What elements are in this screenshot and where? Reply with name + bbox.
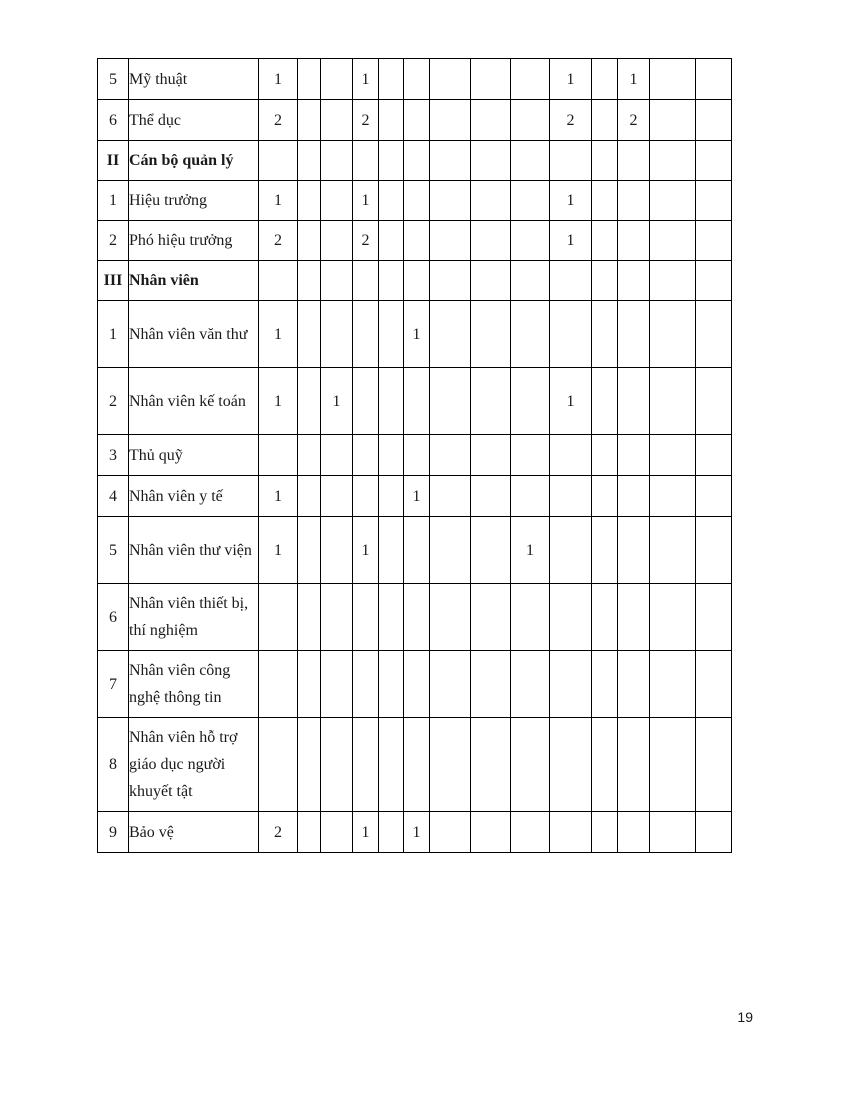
page-number: 19 [737, 1009, 753, 1025]
value-cell [511, 301, 550, 368]
value-cell [259, 584, 298, 651]
value-cell [404, 181, 430, 221]
table-row [98, 812, 732, 853]
value-cell [592, 301, 618, 368]
staff-table [97, 58, 732, 853]
value-cell [404, 718, 430, 812]
value-cell [650, 435, 696, 476]
value-cell [298, 221, 321, 261]
row-number-cell: 6 [98, 584, 129, 651]
value-cell [353, 301, 379, 368]
value-cell [321, 718, 353, 812]
table-row [98, 718, 732, 812]
value-cell [430, 584, 471, 651]
value-cell [471, 476, 511, 517]
row-name-cell: Nhân viên [129, 261, 259, 301]
table-row [98, 651, 732, 718]
value-cell [430, 368, 471, 435]
value-cell [321, 59, 353, 100]
value-cell [592, 584, 618, 651]
row-name-cell: Nhân viên hỗ trợ giáo dục người khuyết tật [129, 718, 259, 812]
value-cell [650, 59, 696, 100]
value-cell [321, 261, 353, 301]
value-cell [696, 651, 732, 718]
value-cell [511, 368, 550, 435]
value-cell [430, 476, 471, 517]
value-cell [471, 651, 511, 718]
value-cell [592, 812, 618, 853]
value-cell [353, 141, 379, 181]
value-cell [259, 141, 298, 181]
table-row [98, 100, 732, 141]
value-cell: 1 [353, 517, 379, 584]
value-cell [298, 141, 321, 181]
row-name-cell: Mỹ thuật [129, 59, 259, 100]
value-cell [618, 435, 650, 476]
row-name-cell: Nhân viên thiết bị, thí nghiệm [129, 584, 259, 651]
table-row [98, 584, 732, 651]
value-cell [592, 100, 618, 141]
value-cell [592, 368, 618, 435]
value-cell [471, 301, 511, 368]
value-cell [430, 301, 471, 368]
value-cell [298, 718, 321, 812]
value-cell [550, 261, 592, 301]
value-cell [430, 812, 471, 853]
row-number-cell: 2 [98, 221, 129, 261]
row-number-cell: 2 [98, 368, 129, 435]
value-cell: 2 [259, 221, 298, 261]
value-cell [298, 517, 321, 584]
value-cell: 1 [511, 517, 550, 584]
value-cell [592, 221, 618, 261]
value-cell [650, 651, 696, 718]
value-cell [379, 141, 404, 181]
value-cell [696, 476, 732, 517]
value-cell [550, 301, 592, 368]
value-cell [618, 517, 650, 584]
value-cell [618, 141, 650, 181]
value-cell [618, 476, 650, 517]
value-cell [618, 261, 650, 301]
value-cell [379, 584, 404, 651]
value-cell [321, 476, 353, 517]
value-cell [592, 651, 618, 718]
value-cell [650, 812, 696, 853]
value-cell [353, 261, 379, 301]
value-cell [592, 141, 618, 181]
value-cell [511, 181, 550, 221]
value-cell [471, 100, 511, 141]
value-cell [511, 651, 550, 718]
value-cell [298, 476, 321, 517]
value-cell [471, 435, 511, 476]
value-cell [511, 718, 550, 812]
value-cell [379, 651, 404, 718]
value-cell [550, 651, 592, 718]
value-cell [696, 221, 732, 261]
value-cell [259, 651, 298, 718]
value-cell [650, 718, 696, 812]
table-row [98, 517, 732, 584]
value-cell: 1 [259, 59, 298, 100]
value-cell [650, 301, 696, 368]
value-cell: 2 [618, 100, 650, 141]
value-cell [696, 812, 732, 853]
row-number-cell: 5 [98, 517, 129, 584]
value-cell: 1 [550, 221, 592, 261]
value-cell [618, 368, 650, 435]
row-name-cell: Thể dục [129, 100, 259, 141]
value-cell [379, 476, 404, 517]
value-cell [650, 221, 696, 261]
value-cell [379, 718, 404, 812]
value-cell [650, 100, 696, 141]
value-cell [379, 100, 404, 141]
value-cell [404, 584, 430, 651]
table-row [98, 476, 732, 517]
value-cell [592, 718, 618, 812]
table-row [98, 141, 732, 181]
value-cell [404, 221, 430, 261]
table-row [98, 221, 732, 261]
value-cell [298, 100, 321, 141]
value-cell [298, 59, 321, 100]
value-cell [379, 435, 404, 476]
table-row [98, 59, 732, 100]
value-cell [592, 181, 618, 221]
value-cell [298, 181, 321, 221]
value-cell [471, 141, 511, 181]
value-cell [471, 718, 511, 812]
table-row [98, 301, 732, 368]
value-cell [430, 59, 471, 100]
value-cell: 1 [353, 59, 379, 100]
value-cell [471, 584, 511, 651]
row-number-cell: 9 [98, 812, 129, 853]
value-cell [321, 651, 353, 718]
value-cell [592, 435, 618, 476]
table-row [98, 181, 732, 221]
staff-table-body [98, 59, 732, 853]
value-cell [430, 100, 471, 141]
value-cell [550, 141, 592, 181]
value-cell [618, 181, 650, 221]
value-cell [404, 59, 430, 100]
value-cell [321, 435, 353, 476]
row-number-cell: 5 [98, 59, 129, 100]
value-cell: 2 [353, 221, 379, 261]
value-cell: 1 [353, 812, 379, 853]
value-cell [618, 651, 650, 718]
value-cell [696, 141, 732, 181]
value-cell: 1 [550, 181, 592, 221]
value-cell [511, 141, 550, 181]
value-cell [321, 301, 353, 368]
value-cell [353, 651, 379, 718]
value-cell [696, 517, 732, 584]
value-cell [550, 517, 592, 584]
value-cell [430, 435, 471, 476]
row-number-cell: 1 [98, 301, 129, 368]
value-cell [511, 261, 550, 301]
value-cell [650, 584, 696, 651]
value-cell: 1 [353, 181, 379, 221]
value-cell [430, 651, 471, 718]
value-cell [592, 261, 618, 301]
value-cell [471, 517, 511, 584]
value-cell [618, 718, 650, 812]
value-cell [511, 435, 550, 476]
value-cell [650, 368, 696, 435]
value-cell [298, 584, 321, 651]
value-cell [471, 368, 511, 435]
value-cell [696, 368, 732, 435]
value-cell [430, 517, 471, 584]
row-number-cell: 8 [98, 718, 129, 812]
value-cell [650, 261, 696, 301]
value-cell [550, 584, 592, 651]
value-cell: 1 [259, 476, 298, 517]
value-cell: 1 [618, 59, 650, 100]
value-cell [321, 517, 353, 584]
value-cell [298, 261, 321, 301]
value-cell: 1 [550, 368, 592, 435]
value-cell [650, 476, 696, 517]
value-cell: 1 [321, 368, 353, 435]
value-cell: 1 [404, 812, 430, 853]
value-cell [404, 368, 430, 435]
value-cell [471, 59, 511, 100]
value-cell [404, 435, 430, 476]
value-cell [592, 476, 618, 517]
value-cell [511, 100, 550, 141]
value-cell [259, 261, 298, 301]
value-cell [618, 221, 650, 261]
value-cell: 1 [259, 517, 298, 584]
value-cell [353, 718, 379, 812]
row-name-cell: Hiệu trưởng [129, 181, 259, 221]
row-number-cell: III [98, 261, 129, 301]
row-name-cell: Bảo vệ [129, 812, 259, 853]
value-cell [430, 181, 471, 221]
value-cell [618, 812, 650, 853]
value-cell [650, 181, 696, 221]
value-cell [353, 435, 379, 476]
value-cell [471, 221, 511, 261]
value-cell [379, 368, 404, 435]
value-cell [550, 435, 592, 476]
table-row [98, 368, 732, 435]
value-cell [592, 517, 618, 584]
row-name-cell: Nhân viên thư viện [129, 517, 259, 584]
value-cell [321, 181, 353, 221]
row-number-cell: 1 [98, 181, 129, 221]
value-cell [404, 517, 430, 584]
row-name-cell: Cán bộ quản lý [129, 141, 259, 181]
value-cell [471, 181, 511, 221]
value-cell [618, 584, 650, 651]
value-cell [379, 261, 404, 301]
value-cell [259, 718, 298, 812]
value-cell [511, 476, 550, 517]
value-cell [353, 476, 379, 517]
value-cell [550, 812, 592, 853]
value-cell: 2 [550, 100, 592, 141]
value-cell [404, 100, 430, 141]
value-cell [696, 718, 732, 812]
value-cell [353, 584, 379, 651]
row-number-cell: 3 [98, 435, 129, 476]
value-cell [259, 435, 298, 476]
value-cell [321, 584, 353, 651]
value-cell [379, 517, 404, 584]
value-cell [298, 812, 321, 853]
row-number-cell: 4 [98, 476, 129, 517]
value-cell [379, 301, 404, 368]
value-cell [379, 221, 404, 261]
row-name-cell: Nhân viên y tế [129, 476, 259, 517]
row-name-cell: Nhân viên văn thư [129, 301, 259, 368]
value-cell [696, 261, 732, 301]
value-cell [550, 476, 592, 517]
value-cell [430, 221, 471, 261]
row-name-cell: Thủ quỹ [129, 435, 259, 476]
value-cell [298, 301, 321, 368]
value-cell: 2 [259, 812, 298, 853]
value-cell: 2 [259, 100, 298, 141]
value-cell [650, 517, 696, 584]
value-cell [321, 100, 353, 141]
value-cell: 1 [259, 368, 298, 435]
value-cell [321, 141, 353, 181]
value-cell: 2 [353, 100, 379, 141]
value-cell [511, 59, 550, 100]
value-cell [430, 718, 471, 812]
value-cell [511, 812, 550, 853]
value-cell [404, 651, 430, 718]
value-cell [379, 59, 404, 100]
value-cell [404, 141, 430, 181]
value-cell [353, 368, 379, 435]
value-cell [696, 435, 732, 476]
value-cell [379, 181, 404, 221]
value-cell [550, 718, 592, 812]
table-row [98, 435, 732, 476]
value-cell [321, 221, 353, 261]
row-number-cell: 7 [98, 651, 129, 718]
value-cell [696, 181, 732, 221]
value-cell [592, 59, 618, 100]
row-name-cell: Phó hiệu trưởng [129, 221, 259, 261]
value-cell [321, 812, 353, 853]
value-cell: 1 [259, 301, 298, 368]
value-cell [379, 812, 404, 853]
value-cell [696, 100, 732, 141]
value-cell: 1 [404, 301, 430, 368]
value-cell [650, 141, 696, 181]
value-cell [618, 301, 650, 368]
value-cell [511, 584, 550, 651]
value-cell [298, 368, 321, 435]
value-cell [404, 261, 430, 301]
value-cell: 1 [259, 181, 298, 221]
value-cell [430, 261, 471, 301]
value-cell [471, 261, 511, 301]
value-cell [298, 435, 321, 476]
row-number-cell: 6 [98, 100, 129, 141]
value-cell [511, 221, 550, 261]
value-cell [298, 651, 321, 718]
table-row [98, 261, 732, 301]
value-cell [430, 141, 471, 181]
row-name-cell: Nhân viên kế toán [129, 368, 259, 435]
row-name-cell: Nhân viên công nghệ thông tin [129, 651, 259, 718]
value-cell [696, 59, 732, 100]
value-cell [696, 584, 732, 651]
value-cell: 1 [404, 476, 430, 517]
row-number-cell: II [98, 141, 129, 181]
value-cell: 1 [550, 59, 592, 100]
value-cell [471, 812, 511, 853]
value-cell [696, 301, 732, 368]
